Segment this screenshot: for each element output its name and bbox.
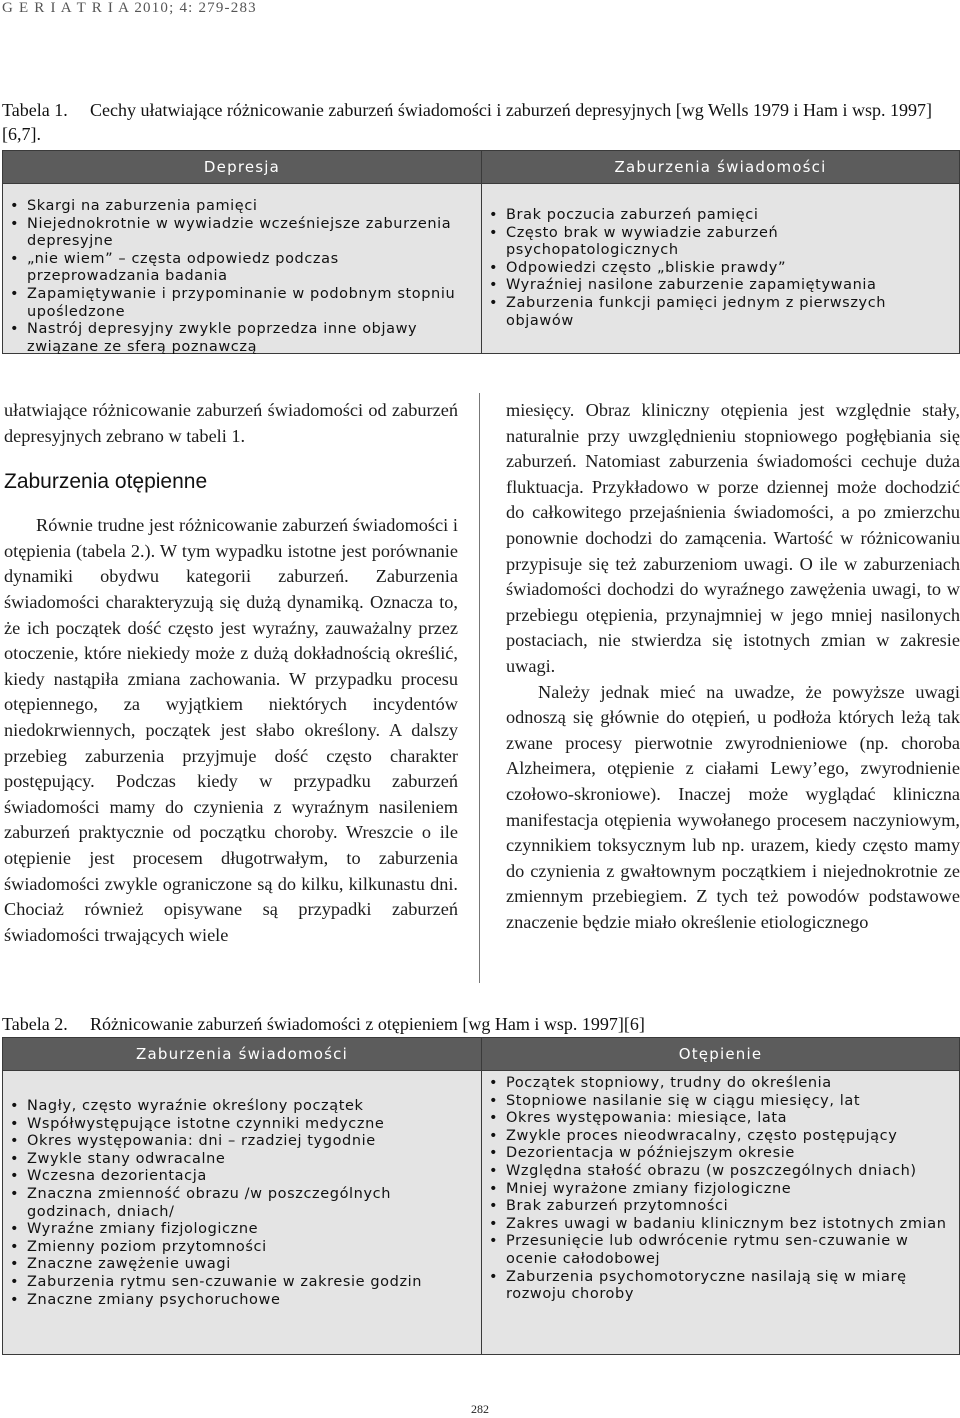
list-item: • Brak zaburzeń przytomności — [482, 1198, 953, 1216]
list-item: • Nastrój depresyjny zwykle poprzedza inne objawy związane ze sferą poznawczą — [3, 321, 475, 356]
list-item: • Okres występowania: miesiące, lata — [482, 1110, 953, 1128]
table-2-caption — [2, 1012, 957, 1036]
table-2-label: Tabela 2. — [2, 1014, 68, 1034]
table-2-left-column — [3, 1038, 482, 1354]
body-paragraph: Równie trudne jest różnicowanie zaburzeń świadomości i otępienia (tabela 2.). W tym wypadku istotne jest porównanie dynamiki obydwu kategorii zaburzeń. Zaburzenia świadomości charakteryzują się dużą dynamiką. Oznacza to, że ich początek dość często jest wyraźny, zauważalny przez otoczenie, które niekiedy może z dużą dokładnością określić, kiedy nastąpiła zmiana zachowania. W przypadku procesu otępiennego, za wyjątkiem niektórych incydentów niedokrwiennych, początek jest słabo określony. A dalszy przebieg zaburzenia przyjmuje dość często charakter postępujący. Podczas kiedy w przypadku zaburzeń świadomości mamy do czynienia z wyraźnym nasileniem zaburzeń praktycznie od początku choroby. Wreszcie o ile otępienie jest procesem długotrwałym, to zaburzenia świadomości zwykle ograniczone są do kilku, kilkunastu dni. Chociaż również opisywane są przypadki zaburzeń świadomości trwających wiele — [4, 515, 458, 945]
list-item: • Początek stopniowy, trudny do określenia — [482, 1075, 953, 1093]
list-item: • Stopniowe nasilanie się w ciągu miesięcy, lat — [482, 1093, 953, 1111]
table-2-right-body — [482, 1071, 959, 1354]
table-2-caption-text: Różnicowanie zaburzeń świadomości z otępieniem [wg Ham i wsp. 1997][6] — [90, 1014, 645, 1034]
body-paragraph: Należy jednak mieć na uwadze, że powyższe uwagi odnoszą się głównie do otępień, u podłoża których leżą tak zwane procesy pierwotnie zwyrodnieniowe (np. choroba Alzheimera, otępienie z ciałami Lewy’ego, zwyrodnienie czołowo-skroniowe). Inaczej może wyglądać kliniczna manifestacja otępienia wywołanego procesem naczyniowym, czynnikiem toksycznym lub np. urazem, kiedy często mamy do czynienia z gwałtownym początkiem i niejednokrotnie ze zmiennym przebiegiem. Z tych też powodów podstawowe znaczenie będzie miało określenie etiologicznego — [506, 681, 960, 932]
list-item: • Zmienny poziom przytomności — [3, 1239, 475, 1257]
table-2-right-list — [482, 1075, 953, 1304]
list-item: • „nie wiem” – częsta odpowiedz podczas przeprowadzania badania — [3, 251, 475, 286]
list-item: • Zapamiętywanie i przypominanie w podobnym stopniu upośledzone — [3, 286, 475, 321]
list-item: • Nagły, często wyraźnie określony początek — [3, 1098, 475, 1116]
list-item: • Mniej wyrażone zmiany fizjologiczne — [482, 1181, 953, 1199]
list-item: • Znaczne zawężenie uwagi — [3, 1256, 475, 1274]
table-2-right-column — [482, 1038, 959, 1354]
list-item: • Dezorientacja w późniejszym okresie — [482, 1145, 953, 1163]
list-item: • Zwykle stany odwracalne — [3, 1151, 475, 1169]
table-1-right-list — [482, 207, 953, 330]
body-paragraph: miesięcy. Obraz kliniczny otępienia jest względnie stały, naturalnie przy uwzględnieniu stopniowego pogłębiania się zaburzeń. Natomiast zaburzenia świadomości cechuje duża fluktuacja. Przykładowo w porze dziennej może dochodzić do całkowitego przejaśnienia świadomości, a po zmierzchu ponownie dochodzi do zamącenia. Wartość w różnicowaniu przypisuje się też zaburzeniom uwagi. O ile w zaburzeniach świadomości dochodzi do wyraźnego zawężenia uwagi, to w przebiegu otępienia, przynajmniej w jego mniej nasilonych postaciach, nie stwierdza się istotnych zmian w zakresie uwagi. — [506, 400, 960, 676]
list-item: • Odpowiedzi często „bliskie prawdy” — [482, 260, 953, 278]
list-item: • Zaburzenia rytmu sen-czuwanie w zakresie godzin — [3, 1274, 475, 1292]
body-right-column — [506, 398, 960, 935]
table-2-left-body — [3, 1071, 481, 1354]
table-1-left-header: Depresja — [3, 151, 481, 184]
table-1-right-header: Zaburzenia świadomości — [482, 151, 959, 184]
table-1-caption — [2, 98, 957, 146]
list-item: • Niejednokrotnie w wywiadzie wcześniejsze zaburzenia depresyjne — [3, 216, 475, 251]
table-1-right-column — [482, 151, 959, 353]
list-item: • Znaczna zmienność obrazu /w poszczególnych godzinach, dniach/ — [3, 1186, 475, 1221]
page-number: 282 — [471, 1402, 489, 1416]
section-heading: Zaburzenia otępienne — [4, 470, 208, 494]
list-item: • Okres występowania: dni – rzadziej tygodnie — [3, 1133, 475, 1151]
list-item: • Skargi na zaburzenia pamięci — [3, 198, 475, 216]
list-item: • Zwykle proces nieodwracalny, często postępujący — [482, 1128, 953, 1146]
table-1-left-column — [3, 151, 482, 353]
table-1-label: Tabela 1. — [2, 100, 68, 120]
body-intro-paragraph: ułatwiające różnicowanie zaburzeń świadomości od zaburzeń depresyjnych zebrano w tabeli 1. — [4, 400, 458, 446]
list-item: • Znaczne zmiany psychoruchowe — [3, 1292, 475, 1310]
list-item: • Zakres uwagi w badaniu klinicznym bez istotnych zmian — [482, 1216, 953, 1234]
table-1 — [2, 150, 960, 354]
list-item: • Brak poczucia zaburzeń pamięci — [482, 207, 953, 225]
table-1-left-body — [3, 184, 481, 353]
table-2 — [2, 1037, 960, 1355]
table-1-caption-text: Cechy ułatwiające różnicowanie zaburzeń świadomości i zaburzeń depresyjnych [wg Wells 1979 i Ham i wsp. 1997] [6,7]. — [2, 100, 932, 144]
list-item: • Wyraźne zmiany fizjologiczne — [3, 1221, 475, 1239]
list-item: • Współwystępujące istotne czynniki medyczne — [3, 1116, 475, 1134]
list-item: • Zaburzenia funkcji pamięci jednym z pierwszych objawów — [482, 295, 953, 330]
body-left-column — [4, 398, 458, 948]
column-divider — [479, 393, 480, 983]
list-item: • Przesunięcie lub odwrócenie rytmu sen-czuwanie w ocenie całodobowej — [482, 1233, 953, 1268]
list-item: • Wczesna dezorientacja — [3, 1168, 475, 1186]
table-1-left-list — [3, 198, 475, 356]
list-item: • Często brak w wywiadzie zaburzeń psychopatologicznych — [482, 225, 953, 260]
table-2-left-header: Zaburzenia świadomości — [3, 1038, 481, 1071]
table-2-right-header: Otępienie — [482, 1038, 959, 1071]
table-1-right-body — [482, 184, 959, 353]
list-item: • Zaburzenia psychomotoryczne nasilają się w miarę rozwoju choroby — [482, 1269, 953, 1304]
list-item: • Wyraźniej nasilone zaburzenie zapamiętywania — [482, 277, 953, 295]
journal-header: G E R I A T R I A 2010; 4: 279-283 — [2, 0, 257, 16]
table-2-left-list — [3, 1098, 475, 1309]
list-item: • Względna stałość obrazu (w poszczególnych dniach) — [482, 1163, 953, 1181]
